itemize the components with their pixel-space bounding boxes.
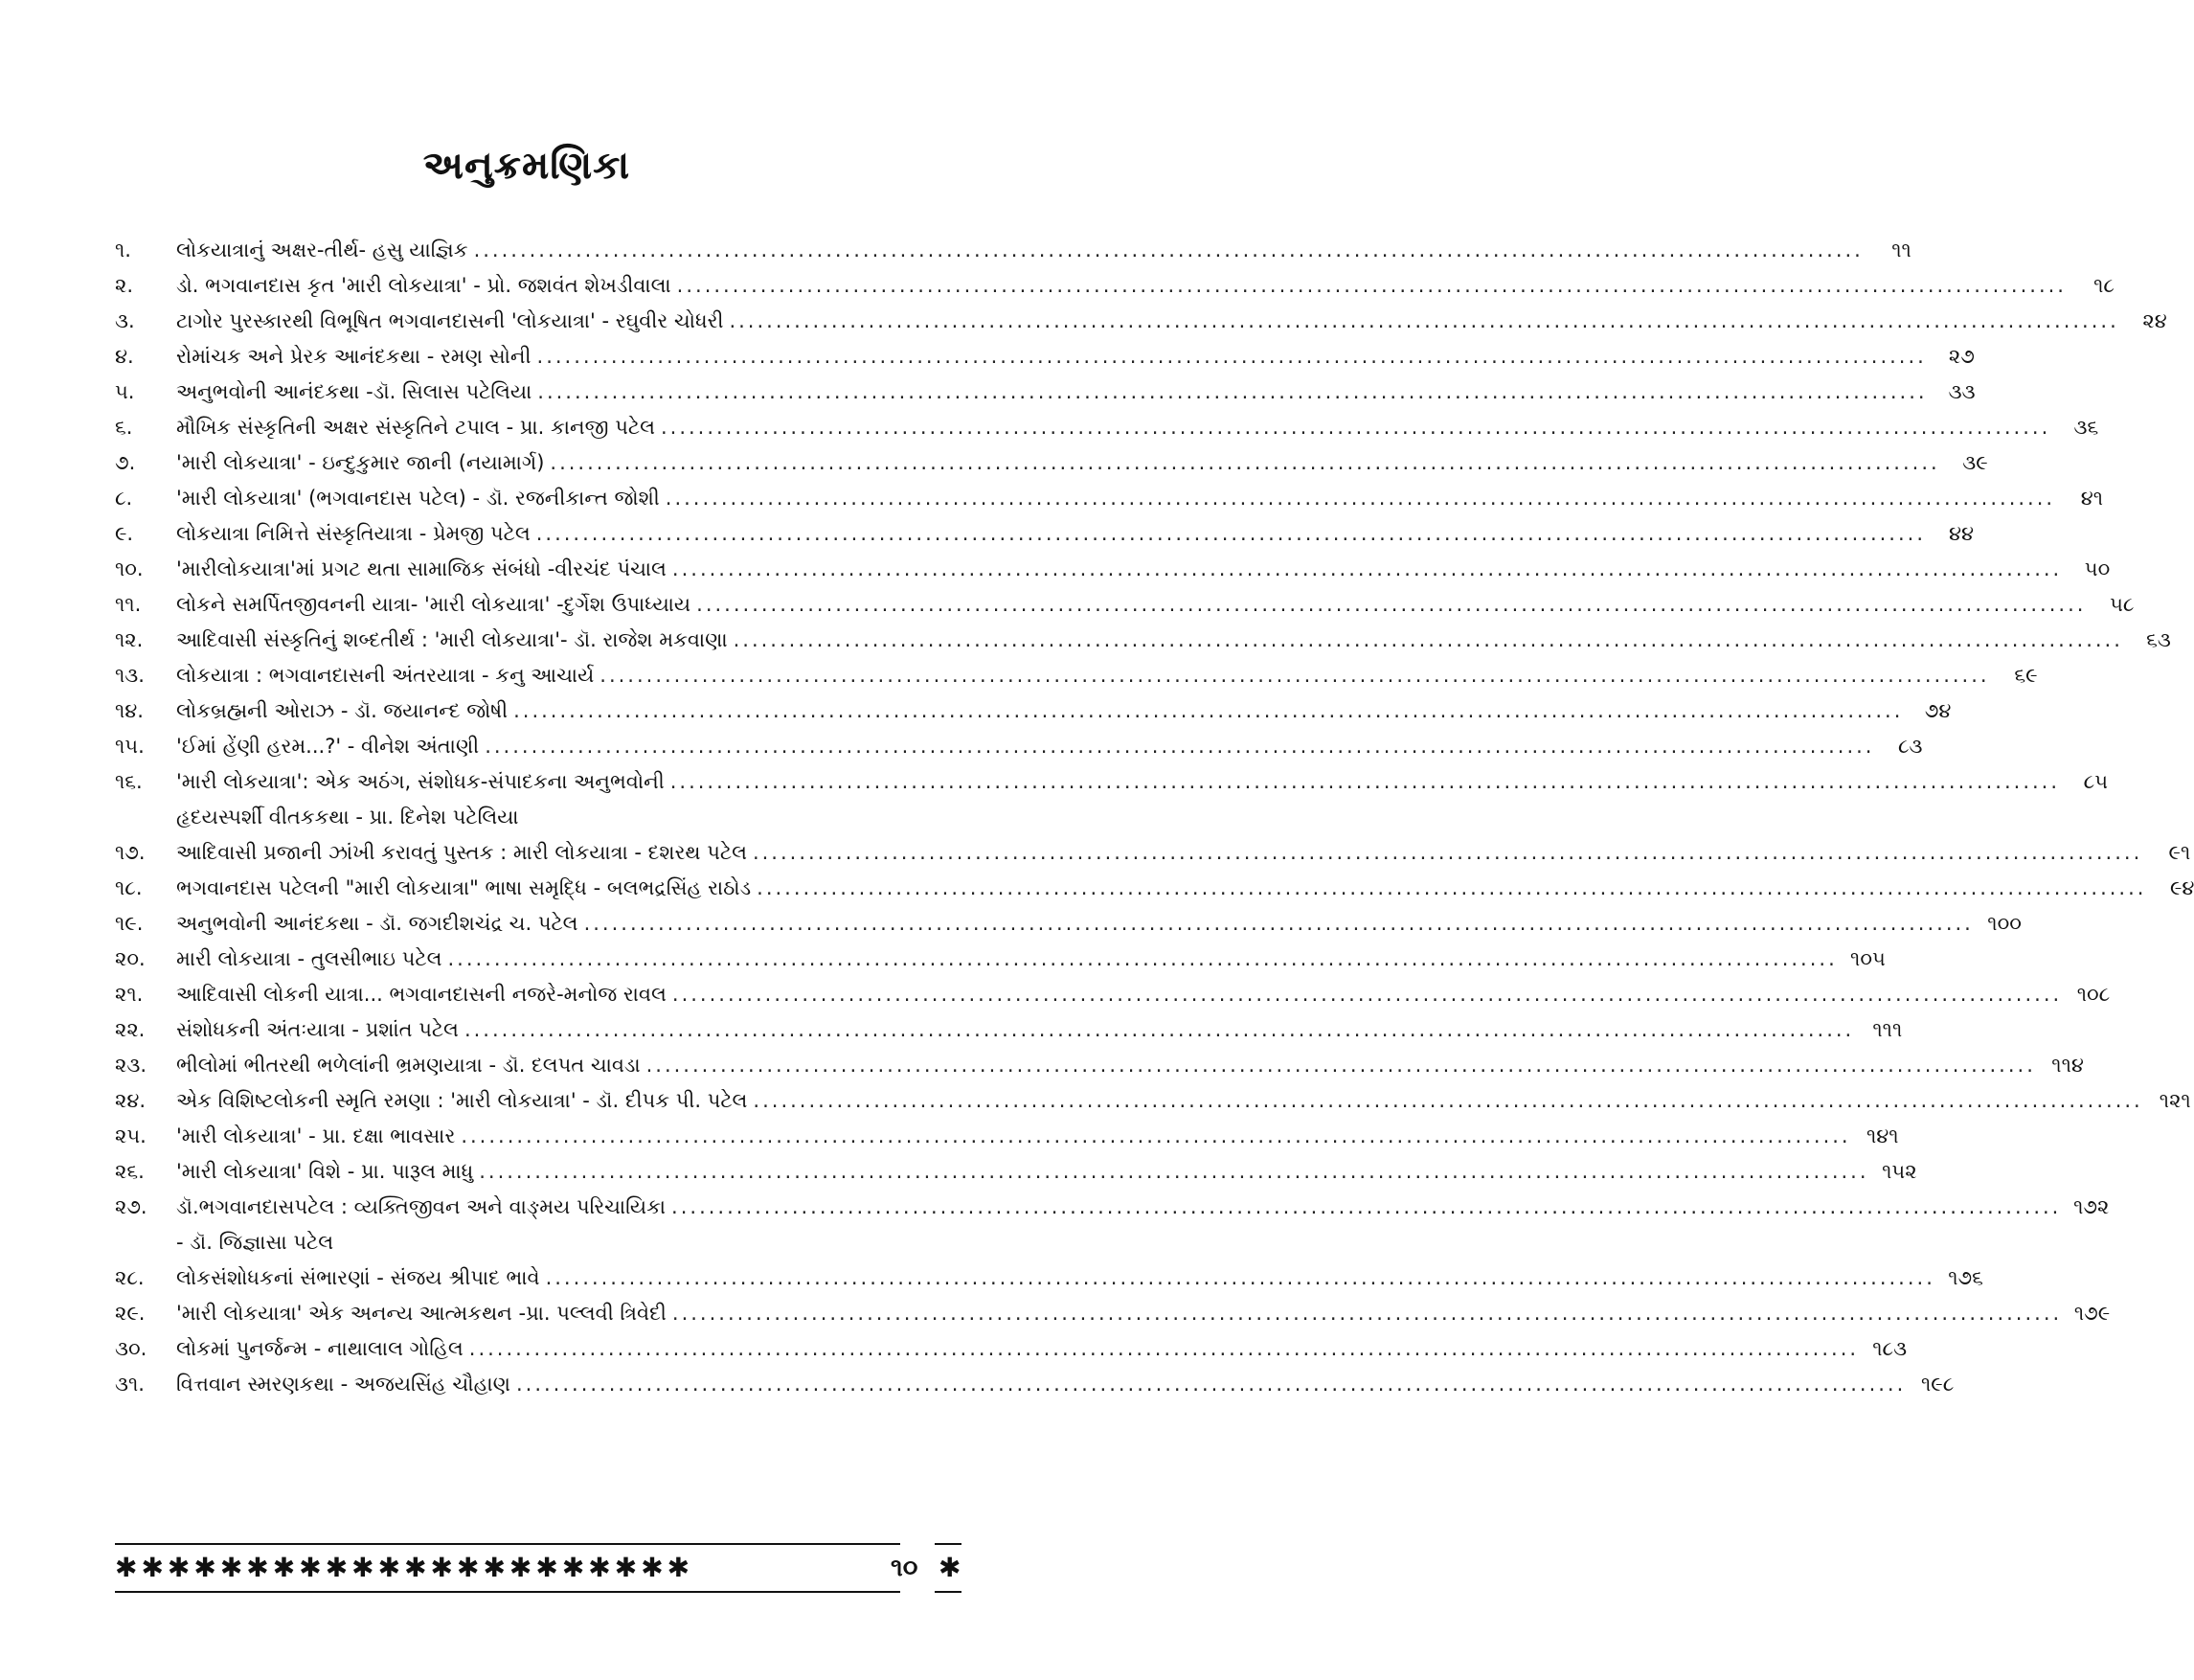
toc-leader-dots: [584, 906, 1974, 942]
toc-entry-page: ૧૦૫: [1850, 947, 1886, 970]
toc-entry-title: ભગવાનદાસ પટેલની "મારી લોકયાત્રા" ભાષા સમૃદ્ધિ - બલભદ્રસિંહ રાઠોડ: [176, 876, 752, 899]
toc-entry-number: ૧૧.: [115, 593, 142, 616]
toc-leader-dots: [516, 1367, 1906, 1402]
toc-leader-dots: [599, 658, 1989, 693]
toc-entry-title: 'મારી લોકયાત્રા' - ઇન્દુકુમાર જાની (નયામાર્ગ): [176, 451, 545, 474]
toc-leader-dots: [672, 977, 2062, 1012]
toc-leader-dots: [479, 1154, 1868, 1190]
toc-entry-number: ૧.: [115, 238, 131, 261]
toc-entry-number: ૨૧.: [115, 983, 144, 1006]
toc-entry: [115, 835, 2191, 871]
toc-entry-number: ૫.: [115, 380, 135, 403]
toc-entry-title: 'મારી લોકયાત્રા' (ભગવાનદાસ પટેલ) - ડૉ. રજનીકાન્ત જોશી: [176, 487, 660, 510]
toc-entry-page: ૧૧: [1891, 238, 1911, 261]
toc-entry-number: ૨૦.: [115, 947, 146, 970]
toc-entry-number: ૨૨.: [115, 1018, 146, 1041]
toc-leader-dots: [672, 1296, 2062, 1331]
toc-entry-page: ૫૦: [2084, 557, 2111, 580]
toc-leader-dots: [661, 410, 2050, 445]
toc-entry: [115, 375, 1976, 410]
toc-leader-dots: [537, 375, 1927, 410]
toc-leader-dots: [464, 1012, 1854, 1048]
toc-entry-title: આદિવાસી પ્રજાની ઝાંખી કરાવતું પુસ્તક : મારી લોકયાત્રા - દશરથ પટેલ: [176, 841, 747, 864]
toc-entry-page: ૧૧૧: [1872, 1018, 1903, 1041]
toc-leader-dots: [485, 729, 1874, 764]
footer-end-rule-top: [935, 1543, 961, 1545]
toc-leader-dots: [537, 339, 1927, 375]
toc-entry-page: ૩૬: [2073, 416, 2099, 439]
table-of-contents: [115, 233, 2194, 1402]
toc-entry-title: ટાગોર પુરસ્કારથી વિભૂષિત ભગવાનદાસની 'લોકયાત્રા' - રઘુવીર ચોધરી: [176, 309, 724, 332]
toc-leader-dots: [447, 942, 1837, 977]
toc-entry-number: ૨૮.: [115, 1266, 145, 1289]
footer-star-border: ✱✱✱✱✱✱✱✱✱✱✱✱✱✱✱✱✱✱✱✱✱✱: [115, 1552, 694, 1583]
toc-entry: [115, 268, 2115, 304]
toc-entry-page: ૬૯: [2014, 664, 2038, 687]
footer-end-star: ✱: [939, 1552, 961, 1583]
toc-entry-number: ૩૧.: [115, 1373, 145, 1396]
toc-entry: [115, 233, 1911, 268]
toc-entry: [115, 1331, 1908, 1367]
toc-entry: [115, 729, 1923, 764]
toc-entry-page: ૧૭૨: [2073, 1195, 2110, 1218]
toc-entry-number: ૧૦.: [115, 557, 144, 580]
toc-entry-number: ૯.: [115, 522, 134, 545]
toc-entry-title: મૌખિક સંસ્કૃતિની અક્ષર સંસ્કૃતિને ટપાલ - પ્રા. કાનજી પટેલ: [176, 416, 655, 439]
toc-entry-number: ૧૬.: [115, 770, 143, 793]
toc-leader-dots: [474, 233, 1864, 268]
toc-entry: [115, 1260, 1983, 1296]
toc-entry-page: ૧૫૨: [1882, 1160, 1917, 1183]
toc-entry: [115, 658, 2038, 693]
toc-entry-title: લોકયાત્રા : ભગવાનદાસની અંતરયાત્રા - કનુ આચાર્ય: [176, 664, 595, 687]
toc-entry: [115, 623, 2171, 658]
toc-entry-title: ડો. ભગવાનદાસ કૃત 'મારી લોકયાત્રા' - પ્રો. જશવંત શેખડીવાલા: [176, 274, 671, 297]
toc-entry-number: ૩.: [115, 309, 135, 332]
toc-leader-dots: [461, 1119, 1850, 1154]
toc-entry-number: ૧૫.: [115, 735, 145, 758]
toc-entry-page: ૧૧૪: [2051, 1054, 2084, 1077]
page-number: ૧૦: [891, 1554, 918, 1582]
toc-entry: [115, 339, 1975, 375]
toc-entry-number: ૨૯.: [115, 1302, 146, 1325]
toc-entry-title: અનુભવોની આનંદકથા - ડૉ. જગદીશચંદ્ર ચ. પટેલ: [176, 912, 578, 935]
footer-rule-bottom: [115, 1591, 900, 1593]
toc-entry: [115, 1154, 1917, 1190]
toc-entry-number: ૨૬.: [115, 1160, 145, 1183]
page-title: અનુક્રમણિકા: [422, 144, 631, 188]
toc-entry-number: ૨૩.: [115, 1054, 147, 1077]
toc-entry-number: ૩૦.: [115, 1337, 147, 1360]
toc-entry-title: આદિવાસી સંસ્કૃતિનું શબ્દતીર્થ : 'મારી લોકયાત્રા'- ડૉ. રાજેશ મકવાણા: [176, 628, 728, 651]
footer-rule-top: [115, 1543, 900, 1545]
toc-entry: [115, 516, 1975, 552]
toc-entry-page: ૧૪૧: [1866, 1124, 1899, 1147]
toc-entry-number: ૧૮.: [115, 876, 143, 899]
toc-entry-title: લોકયાત્રાનું અક્ષર-તીર્થ- હસુ યાજ્ઞિક: [176, 238, 468, 261]
toc-leader-dots: [672, 552, 2062, 587]
toc-entry-title: રોમાંચક અને પ્રેરક આનંદકથા - રમણ સોની: [176, 345, 532, 368]
toc-entry-page: ૧૭૬: [1948, 1266, 1983, 1289]
toc-leader-dots: [550, 445, 1939, 481]
toc-entry: [115, 942, 1886, 977]
toc-entry-number: ૧૨.: [115, 628, 144, 651]
toc-leader-dots: [546, 1260, 1935, 1296]
toc-entry-page: ૨૭: [1948, 345, 1975, 368]
toc-entry-number: ૬.: [115, 416, 133, 439]
toc-entry-title: લોકને સમર્પિતજીવનની યાત્રા- 'મારી લોકયાત્રા' -દુર્ગેશ ઉપાધ્યાય: [176, 593, 691, 616]
toc-entry-number: ૨૭.: [115, 1195, 147, 1218]
toc-entry-page: ૪૧: [2080, 487, 2104, 510]
toc-entry: [115, 977, 2111, 1012]
toc-leader-dots: [670, 764, 2060, 800]
toc-entry-continuation: - ડૉ. જિજ્ઞાસા પટેલ: [176, 1231, 334, 1254]
toc-leader-dots: [753, 835, 2142, 871]
toc-leader-dots: [666, 481, 2055, 516]
toc-entry-number: ૭.: [115, 451, 136, 474]
toc-entry: [115, 1296, 2111, 1331]
toc-entry-page: ૧૦૮: [2076, 983, 2111, 1006]
toc-entry: [115, 1048, 2084, 1083]
toc-leader-dots: [646, 1048, 2036, 1083]
toc-entry-title: 'મારી લોકયાત્રા' એક અનન્ય આત્મકથન -પ્રા. પલ્લવી ત્રિવેદી: [176, 1302, 667, 1325]
toc-leader-dots: [677, 268, 2067, 304]
toc-entry: [115, 1083, 2191, 1119]
toc-entry-page: ૫૮: [2110, 593, 2135, 616]
toc-entry-page: ૪૪: [1948, 522, 1975, 545]
toc-entry: [115, 304, 2167, 339]
toc-entry: [115, 1012, 1903, 1048]
toc-entry-number: ૧૯.: [115, 912, 144, 935]
toc-entry: [115, 693, 1952, 729]
toc-entry-number: ૨૫.: [115, 1124, 147, 1147]
toc-entry-title: ડૉ.ભગવાનદાસપટેલ : વ્યક્તિજીવન અને વાઙ્મય પરિચાયિકા: [176, 1195, 667, 1218]
toc-leader-dots: [536, 516, 1926, 552]
toc-leader-dots: [753, 1083, 2142, 1119]
toc-entry: [115, 906, 2022, 942]
toc-entry: [115, 1119, 1899, 1154]
toc-leader-dots: [513, 693, 1903, 729]
toc-entry: [115, 445, 1988, 481]
toc-entry-page: ૨૪: [2142, 309, 2167, 332]
toc-entry-continuation: હૃદયસ્પર્શી વીતકકથા - પ્રા. દિનેશ પટેલિયા: [176, 806, 519, 829]
toc-entry: [115, 1367, 1955, 1402]
toc-entry-title: 'મારી લોકયાત્રા' વિશે - પ્રા. પારૂલ માધુ: [176, 1160, 474, 1183]
toc-entry-page: ૬૩: [2146, 628, 2171, 651]
toc-leader-dots: [757, 871, 2146, 906]
footer-end-rule-bottom: [935, 1591, 961, 1593]
toc-entry-page: ૧૦૦: [1987, 912, 2022, 935]
toc-entry-title: 'ઈમાં હેંણી હરમ...?' - વીનેશ અંતાણી: [176, 735, 480, 758]
toc-entry-title: લોકસંશોધકનાં સંભારણાં - સંજય શ્રીપાદ ભાવે: [176, 1266, 540, 1289]
toc-entry-page: ૧૨૧: [2159, 1089, 2191, 1112]
page-footer: [115, 1535, 961, 1602]
toc-leader-dots: [671, 1190, 2061, 1225]
toc-entry-page: ૯૧: [2168, 841, 2191, 864]
toc-entry-title: સંશોધકની અંતઃયાત્રા - પ્રશાંત પટેલ: [176, 1018, 459, 1041]
toc-entry-number: ૨.: [115, 274, 134, 297]
toc-entry-page: ૭૪: [1924, 699, 1952, 722]
toc-entry: [115, 1190, 2110, 1225]
toc-entry-title: 'મારીલોકયાત્રા'માં પ્રગટ થતા સામાજિક સંબંધો -વીરચંદ પંચાલ: [176, 557, 667, 580]
toc-entry-title: 'મારી લોકયાત્રા': એક અઠંગ, સંશોધક-સંપાદકના અનુભવોની: [176, 770, 665, 793]
toc-entry-title: લોકયાત્રા નિમિત્તે સંસ્કૃતિયાત્રા - પ્રેમજી પટેલ: [176, 522, 531, 545]
toc-entry: [115, 871, 2194, 906]
toc-entry-number: ૧૭.: [115, 841, 146, 864]
toc-entry-page: ૧૮: [2093, 274, 2115, 297]
toc-entry-title: ભીલોમાં ભીતરથી ભળેલાંની ભ્રમણયાત્રા - ડૉ. દલપત ચાવડા: [176, 1054, 641, 1077]
toc-entry-page: ૧૭૯: [2073, 1302, 2111, 1325]
toc-leader-dots: [734, 623, 2123, 658]
toc-entry: [115, 410, 2099, 445]
toc-leader-dots: [469, 1331, 1859, 1367]
toc-entry: [115, 552, 2111, 587]
toc-entry-title: લોકમાં પુનર્જન્મ - નાથાલાલ ગોહિલ: [176, 1337, 464, 1360]
toc-entry-page: ૧૮૩: [1872, 1337, 1908, 1360]
toc-entry-page: ૯૪: [2170, 876, 2194, 899]
toc-entry-title: 'મારી લોકયાત્રા' - પ્રા. દક્ષા ભાવસાર: [176, 1124, 456, 1147]
toc-entry-page: ૩૩: [1948, 380, 1976, 403]
toc-entry-title: લોકબ્રહ્મની ઓરાઝ - ડૉ. જયાનન્દ જોષી: [176, 699, 509, 722]
toc-entry-title: વિત્તવાન સ્મરણકથા - અજયસિંહ ચૌહાણ: [176, 1373, 510, 1396]
toc-entry-page: ૧૯૮: [1921, 1373, 1955, 1396]
toc-leader-dots: [696, 587, 2086, 623]
toc-entry-number: ૮.: [115, 487, 133, 510]
toc-entry-page: ૩૯: [1962, 451, 1988, 474]
toc-entry-page: ૮૩: [1897, 735, 1923, 758]
toc-entry-title: એક વિશિષ્ટલોકની સ્મૃતિ રમણા : 'મારી લોકયાત્રા' - ડૉ. દીપક પી. પટેલ: [176, 1089, 748, 1112]
toc-entry: [115, 587, 2135, 623]
toc-entry-page: ૮૫: [2083, 770, 2109, 793]
toc-entry-title: મારી લોકયાત્રા - તુલસીભાઇ પટેલ: [176, 947, 442, 970]
toc-entry-title: આદિવાસી લોકની યાત્રા... ભગવાનદાસની નજરે-મનોજ રાવલ: [176, 983, 667, 1006]
toc-entry-number: ૧૪.: [115, 699, 144, 722]
toc-leader-dots: [729, 304, 2118, 339]
toc-entry-number: ૧૩.: [115, 664, 145, 687]
toc-entry-number: ૪.: [115, 345, 134, 368]
toc-entry: [115, 481, 2104, 516]
toc-entry-title: અનુભવોની આનંદકથા -ડૉ. સિલાસ પટેલિયા: [176, 380, 532, 403]
toc-entry-number: ૨૪.: [115, 1089, 147, 1112]
toc-entry: [115, 764, 2109, 800]
